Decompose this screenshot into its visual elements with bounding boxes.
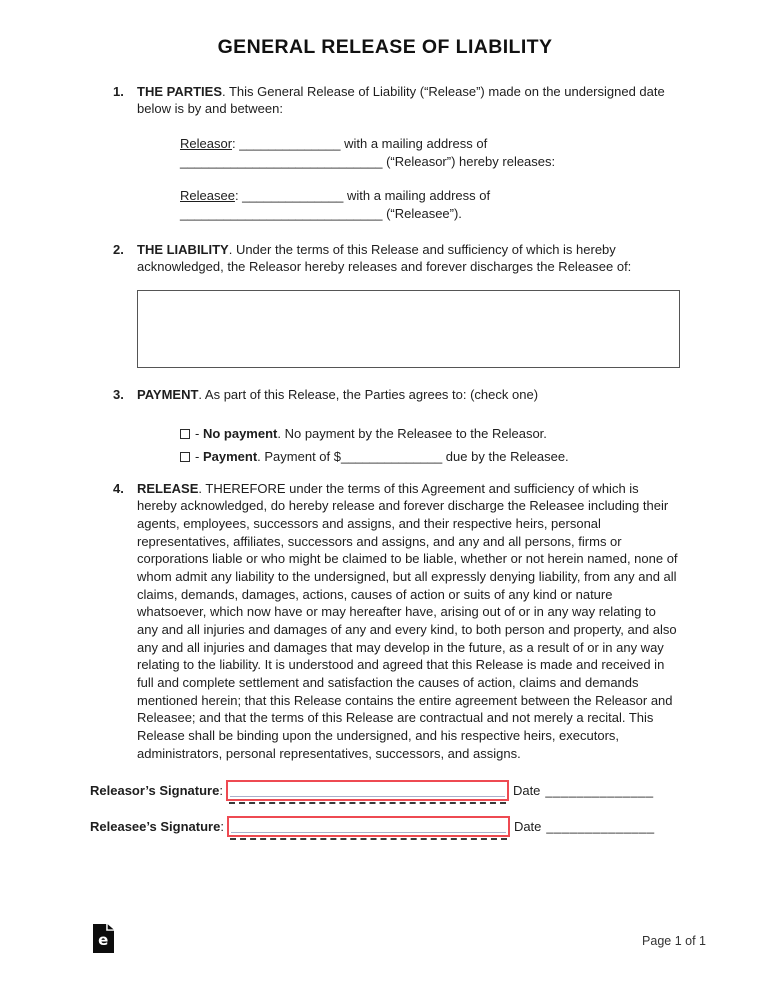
payment-option-payment xyxy=(180,445,680,468)
section-body: . This General Release of Liability (“Release”) made on the undersigned date below is by and between: xyxy=(137,83,669,117)
section-liability-text xyxy=(137,241,680,276)
section-body: . Under the terms of this Release and sufficiency of which is hereby acknowledged, the Releasor hereby releases and forever discharges the Releasee of: xyxy=(137,241,632,275)
releasor-block xyxy=(180,135,680,170)
option-text: . No payment by the Releasee to the Releasor. xyxy=(277,425,547,441)
section-payment xyxy=(113,386,680,468)
releasor-address-blank: ____________________________ xyxy=(180,153,383,169)
checkbox-icon[interactable] xyxy=(180,429,190,439)
releasee-label: Releasee xyxy=(180,188,235,204)
option-label: Payment xyxy=(202,448,258,464)
page-title: GENERAL RELEASE OF LIABILITY xyxy=(217,36,553,58)
releasor-date-label: Date xyxy=(512,782,541,798)
signature-line xyxy=(231,832,506,833)
option-prefix: - xyxy=(195,448,203,464)
releasee-line-2 xyxy=(180,205,680,223)
releasee-address-blank: ____________________________ xyxy=(180,205,383,221)
section-number: 1. xyxy=(113,83,124,99)
page-footer xyxy=(90,924,706,958)
svg-text:e: e xyxy=(98,931,109,949)
releasor-mid-text: with a mailing address of xyxy=(340,135,488,151)
section-heading: THE PARTIES xyxy=(137,83,222,99)
releasor-date-blank: ______________ xyxy=(545,782,654,798)
section-release-text xyxy=(137,480,680,763)
releasee-line-1 xyxy=(180,187,680,205)
section-parties xyxy=(113,83,680,223)
releasor-signature-row xyxy=(90,780,680,801)
payment-option-no-payment xyxy=(180,422,680,445)
section-heading: PAYMENT xyxy=(137,386,199,402)
option-prefix: - xyxy=(195,425,203,441)
releasee-signature-colon: : xyxy=(220,818,224,834)
signature-line xyxy=(230,796,505,797)
releasor-label: Releasor xyxy=(180,135,233,151)
releasee-date-blank: ______________ xyxy=(546,818,655,834)
option-text: . Payment of $______________ due by the Releasee. xyxy=(257,448,569,464)
eforms-document-logo-icon xyxy=(93,924,114,953)
signature-underline-dashes xyxy=(229,802,506,804)
releasee-tail-text: (“Releasee”). xyxy=(382,205,462,221)
section-release xyxy=(113,480,680,763)
releasor-tail-text: (“Releasor”) hereby releases: xyxy=(382,153,556,169)
section-heading: RELEASE xyxy=(137,480,199,496)
releasee-date-label: Date xyxy=(513,818,542,834)
releasor-line-1 xyxy=(180,135,680,153)
releasee-signature-row xyxy=(90,816,680,837)
checkbox-icon[interactable] xyxy=(180,452,190,462)
section-number: 2. xyxy=(113,241,124,257)
liability-details-box[interactable] xyxy=(137,290,680,368)
section-payment-text xyxy=(137,386,680,404)
section-body: . THEREFORE under the terms of this Agreement and sufficiency of which is hereby acknowledged, do hereby release and forever discharge the Releasee including their agents, employees, successors and assigns, and their respective heirs, personal representatives, affiliates, successors and assigns, and any and all persons, firms or corporations liable or who might be claimed to be liable, whether or not herein named, none of whom admit any liability to the undersigned, but all expressly denying liability, from any and all claims, demands, damages, actions, causes of action or suits of any kind or nature whatsoever, which now have or may hereafter have, arising out of or in any way relating to any and all injuries and damages of any and every kind, to both person and property, and also any and all injuries and damages that may develop in the future, as a result of or in any way relating to the liability. It is understood and agreed that this Release is made and received in full and complete settlement and satisfaction the causes of action, claims and demands mentioned herein; that this Release contains the entire agreement between the Releasor and Releasee; and that the terms of this Release are contractual and not merely a recital. This Release shall be binding upon the undersigned, and his respective heirs, executors, administrators, personal representatives, successors, and assigns. xyxy=(137,480,682,761)
section-number: 4. xyxy=(113,480,124,496)
releasee-name-blank: ______________ xyxy=(242,188,344,204)
signature-underline-dashes xyxy=(230,838,507,840)
releasee-block xyxy=(180,187,680,222)
releasor-signature-colon: : xyxy=(219,782,223,798)
option-label: No payment xyxy=(202,425,278,441)
releasor-colon: : xyxy=(232,135,240,151)
releasee-signature-field[interactable] xyxy=(227,816,510,837)
section-body: . As part of this Release, the Parties agrees to: (check one) xyxy=(198,386,539,402)
releasee-mid-text: with a mailing address of xyxy=(343,188,491,204)
section-liability xyxy=(113,241,680,368)
releasor-signature-label: Releasor’s Signature xyxy=(90,782,220,798)
section-parties-text xyxy=(137,83,680,118)
releasor-line-2 xyxy=(180,153,680,171)
releasee-signature-label: Releasee’s Signature xyxy=(90,818,221,834)
releasor-signature-field[interactable] xyxy=(226,780,509,801)
payment-options xyxy=(180,422,680,468)
page-number-label: Page 1 of 1 xyxy=(642,934,706,948)
releasor-name-blank: ______________ xyxy=(239,135,341,151)
section-heading: THE LIABILITY xyxy=(137,241,229,257)
releasee-colon: : xyxy=(234,188,243,204)
section-number: 3. xyxy=(113,386,124,402)
